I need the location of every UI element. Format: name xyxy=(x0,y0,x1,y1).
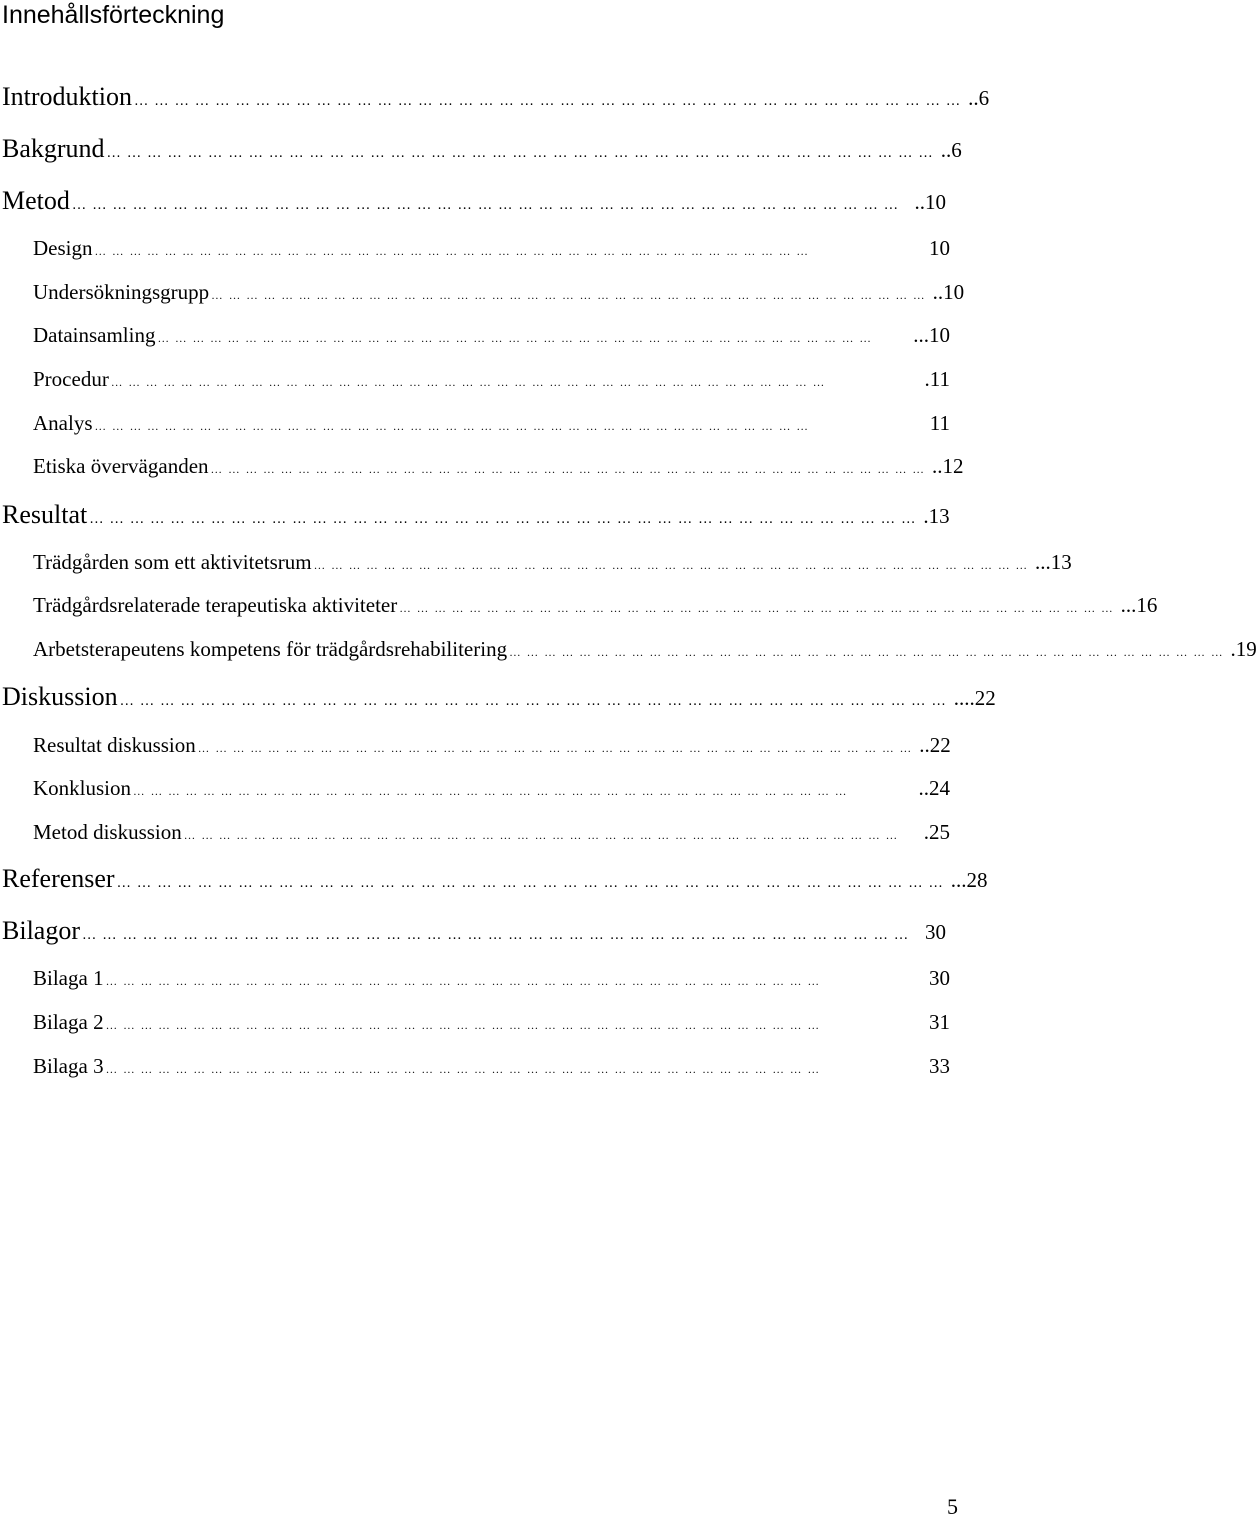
toc-entry-label: Trädgårdsrelaterade terapeutiska aktiviteter xyxy=(33,593,398,617)
toc-entry-tradgardsrelaterade-terapeutiska-aktiviteter[interactable] xyxy=(33,593,1158,618)
toc-entry-bilagor[interactable] xyxy=(2,916,946,946)
toc-entry-label: Bilaga 2 xyxy=(33,1010,104,1034)
toc-entry-page: 11 xyxy=(929,411,950,435)
toc-entry-label: Design xyxy=(33,236,93,260)
toc-entry-page: 10 xyxy=(929,236,950,260)
toc-leader-dots: …………………………………………………………………………………………………………… xyxy=(89,511,922,527)
toc-entry-undersokningsgrupp[interactable] xyxy=(33,280,965,305)
toc-entry-page: ...28 xyxy=(950,868,988,892)
toc-entry-label: Datainsamling xyxy=(33,323,156,347)
toc-entry-label: Introduktion xyxy=(2,82,132,111)
toc-entry-resultat[interactable] xyxy=(2,500,950,530)
toc-leader-dots: …………………………………………………………………………………………………………… xyxy=(94,246,814,258)
toc-entry-label: Undersökningsgrupp xyxy=(33,280,210,304)
toc-entry-label: Diskussion xyxy=(2,682,118,711)
toc-leader-dots: …………………………………………………………………………………………………………… xyxy=(134,93,967,109)
toc-leader-dots: …………………………………………………………………………………………………………… xyxy=(210,464,930,476)
toc-leader-dots: …………………………………………………………………………………………………………… xyxy=(133,786,853,798)
toc-entry-design[interactable] xyxy=(33,236,950,261)
toc-entry-page: ..12 xyxy=(931,454,964,478)
toc-entry-page: ..10 xyxy=(914,190,946,214)
toc-leader-dots: …………………………………………………………………………………………………………… xyxy=(105,976,825,988)
toc-leader-dots: …………………………………………………………………………………………………………… xyxy=(509,647,1229,659)
toc-leader-dots: …………………………………………………………………………………………………………… xyxy=(211,290,931,302)
toc-entry-referenser[interactable] xyxy=(2,864,988,894)
toc-entry-page: ...10 xyxy=(913,323,950,347)
toc-entry-page: ..24 xyxy=(918,776,950,800)
toc-entry-label: Referenser xyxy=(2,864,115,893)
toc-entry-page: .25 xyxy=(923,820,950,844)
toc-entry-label: Etiska överväganden xyxy=(33,454,209,478)
toc-leader-dots: …………………………………………………………………………………………………………… xyxy=(110,377,831,389)
toc-leader-dots: …………………………………………………………………………………………………………… xyxy=(399,603,1119,615)
toc-entry-label: Arbetsterapeutens kompetens för trädgårdsrehabilitering xyxy=(33,637,508,661)
page-number: 5 xyxy=(947,1494,958,1519)
toc-entry-introduktion[interactable] xyxy=(2,82,990,112)
toc-entry-analys[interactable] xyxy=(33,411,950,436)
toc-entry-page: ....22 xyxy=(953,686,996,710)
toc-entry-etiska-overvaganden[interactable] xyxy=(33,454,964,479)
toc-entry-label: Konklusion xyxy=(33,776,132,800)
toc-entry-arbetsterapeutens-kompetens[interactable] xyxy=(33,637,1257,662)
toc-leader-dots: …………………………………………………………………………………………………………… xyxy=(106,145,939,161)
toc-leader-dots: …………………………………………………………………………………………………………… xyxy=(119,693,952,709)
toc-entry-bilaga-3[interactable] xyxy=(33,1054,950,1079)
toc-entry-metod[interactable] xyxy=(2,186,946,216)
toc-entry-label: Procedur xyxy=(33,367,109,391)
toc-entry-page: ...13 xyxy=(1035,550,1072,574)
toc-leader-dots: …………………………………………………………………………………………………………… xyxy=(105,1064,825,1076)
toc-entry-page: .19 xyxy=(1230,637,1257,661)
toc-entry-metod-diskussion[interactable] xyxy=(33,820,950,845)
toc-entry-label: Resultat xyxy=(2,500,88,529)
toc-entry-procedur[interactable] xyxy=(33,367,950,392)
toc-entry-label: Metod xyxy=(2,186,70,215)
toc-entry-page: ..6 xyxy=(968,86,990,110)
toc-entry-diskussion[interactable] xyxy=(2,682,996,712)
toc-entry-page: ..10 xyxy=(932,280,965,304)
toc-entry-page: .11 xyxy=(924,367,950,391)
toc-entry-label: Trädgården som ett aktivitetsrum xyxy=(33,550,312,574)
toc-entry-label: Bilaga 3 xyxy=(33,1054,104,1078)
toc-entry-bilaga-1[interactable] xyxy=(33,966,950,991)
toc-entry-label: Metod diskussion xyxy=(33,820,182,844)
toc-entry-konklusion[interactable] xyxy=(33,776,950,801)
toc-entry-bakgrund[interactable] xyxy=(2,134,962,164)
toc-leader-dots: …………………………………………………………………………………………………………… xyxy=(116,875,949,891)
toc-entry-label: Bakgrund xyxy=(2,134,105,163)
toc-entry-label: Bilaga 1 xyxy=(33,966,104,990)
toc-entry-page: .13 xyxy=(923,504,950,528)
toc-entry-page: 33 xyxy=(929,1054,950,1078)
toc-entry-tradgarden-som-ett-aktivitetsrum[interactable] xyxy=(33,550,1072,575)
toc-title: Innehållsförteckning xyxy=(2,1,225,29)
toc-entry-page: ..6 xyxy=(940,138,962,162)
toc-entry-label: Analys xyxy=(33,411,93,435)
toc-leader-dots: …………………………………………………………………………………………………………… xyxy=(105,1020,825,1032)
toc-entry-bilaga-2[interactable] xyxy=(33,1010,950,1035)
toc-leader-dots: …………………………………………………………………………………………………………… xyxy=(157,333,877,345)
toc-entry-page: 30 xyxy=(929,966,950,990)
toc-leader-dots: …………………………………………………………………………………………………………… xyxy=(313,560,1034,572)
toc-entry-page: ..22 xyxy=(919,733,951,757)
toc-entry-label: Bilagor xyxy=(2,916,80,945)
toc-leader-dots: …………………………………………………………………………………………………………… xyxy=(94,421,814,433)
toc-leader-dots: …………………………………………………………………………………………………………… xyxy=(71,197,905,213)
toc-entry-page: 31 xyxy=(929,1010,950,1034)
toc-entry-page: 30 xyxy=(925,920,946,944)
toc-entry-page: ...16 xyxy=(1120,593,1158,617)
toc-entry-label: Resultat diskussion xyxy=(33,733,196,757)
toc-entry-datainsamling[interactable] xyxy=(33,323,950,348)
toc-leader-dots: …………………………………………………………………………………………………………… xyxy=(197,743,918,755)
toc-leader-dots: …………………………………………………………………………………………………………… xyxy=(183,830,904,842)
toc-entry-resultat-diskussion[interactable] xyxy=(33,733,950,758)
toc-leader-dots: …………………………………………………………………………………………………………… xyxy=(82,927,915,943)
